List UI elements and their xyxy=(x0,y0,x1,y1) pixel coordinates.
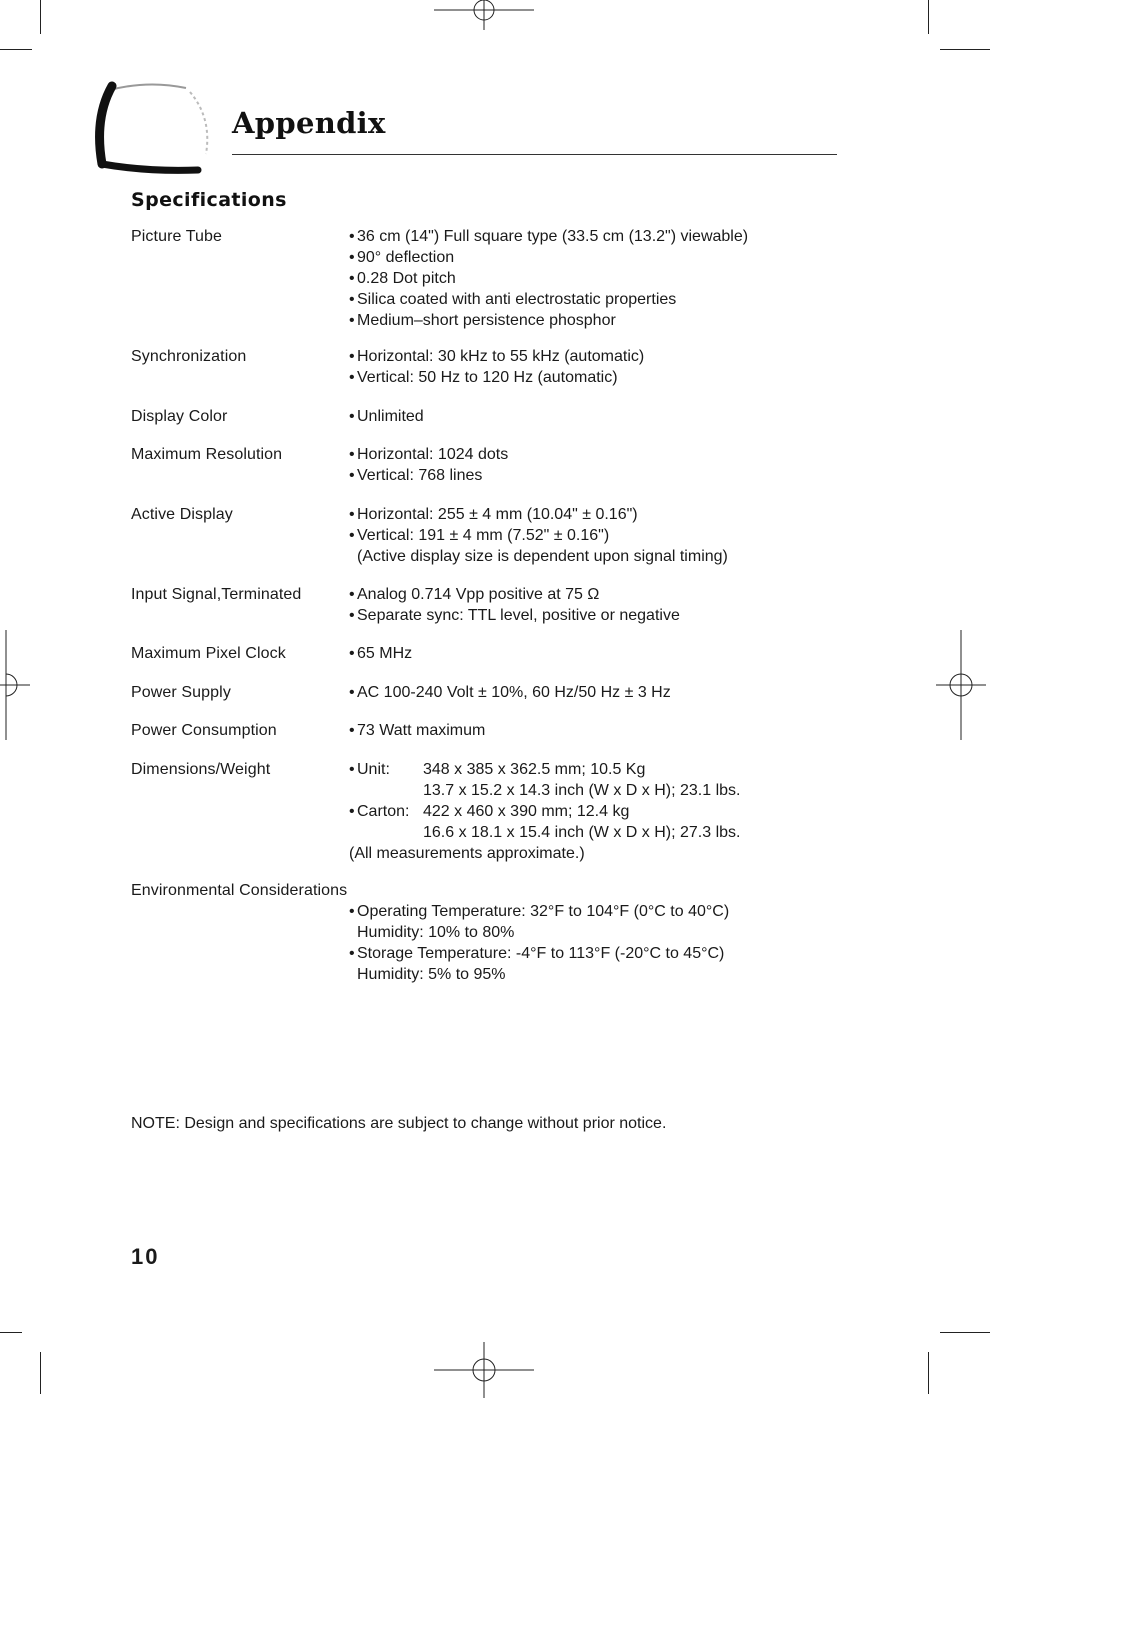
spec-value-line: • Horizontal: 30 kHz to 55 kHz (automatic) xyxy=(349,348,645,365)
bullet-icon: • xyxy=(349,312,355,329)
spec-value-line: • Vertical: 50 Hz to 120 Hz (automatic) xyxy=(349,369,618,386)
spec-label: Display Color xyxy=(131,408,228,425)
crop-mark xyxy=(940,49,990,50)
spec-values xyxy=(349,759,740,864)
spec-label: Environmental Considerations xyxy=(131,882,348,899)
spec-value-note: (Active display size is dependent upon signal timing) xyxy=(357,548,728,565)
dimension-unit-row xyxy=(349,759,740,780)
dimension-footnote: (All measurements approximate.) xyxy=(349,845,585,862)
bullet-icon: • xyxy=(349,467,355,484)
spec-values xyxy=(349,901,729,985)
spec-label: Input Signal,Terminated xyxy=(131,586,302,603)
bullet-icon: • xyxy=(349,761,355,778)
dimension-unit-imperial: 13.7 x 15.2 x 14.3 inch (W x D x H); 23.1 lbs. xyxy=(423,782,741,799)
spec-label: Picture Tube xyxy=(131,228,223,245)
bullet-icon: • xyxy=(349,446,355,463)
bullet-icon: • xyxy=(349,684,355,701)
bullet-icon: • xyxy=(349,722,355,739)
dimension-carton-key: Carton: xyxy=(357,803,410,820)
title-rule xyxy=(232,154,837,155)
dimension-carton-imperial: 16.6 x 18.1 x 15.4 inch (W x D x H); 27.3 lbs. xyxy=(423,824,741,841)
spec-value-note: Humidity: 10% to 80% xyxy=(357,924,515,941)
spec-value-line: • 73 Watt maximum xyxy=(349,722,486,739)
bullet-icon: • xyxy=(349,903,355,920)
spec-value-line: • Horizontal: 1024 dots xyxy=(349,446,509,463)
footer-note: NOTE: Design and specifications are subject to change without prior notice. xyxy=(131,1115,667,1132)
crop-mark xyxy=(928,0,929,34)
bullet-icon: • xyxy=(349,607,355,624)
crop-mark xyxy=(0,1332,22,1333)
crop-mark xyxy=(40,0,41,34)
spec-value-line: • 0.28 Dot pitch xyxy=(349,270,456,287)
spec-values xyxy=(349,444,508,486)
spec-value-line: • Analog 0.714 Vpp positive at 75 Ω xyxy=(349,586,600,603)
dimension-unit-metric: 348 x 385 x 362.5 mm; 10.5 Kg xyxy=(423,761,646,778)
spec-value-line: • Horizontal: 255 ± 4 mm (10.04" ± 0.16") xyxy=(349,506,638,523)
bullet-icon: • xyxy=(349,645,355,662)
spec-label: Dimensions/Weight xyxy=(131,761,271,778)
spec-values xyxy=(349,226,748,331)
spec-value-line: • Vertical: 191 ± 4 mm (7.52" ± 0.16") xyxy=(349,527,610,544)
dimension-carton-metric: 422 x 460 x 390 mm; 12.4 kg xyxy=(423,803,630,820)
section-title: Specifications xyxy=(131,189,287,211)
bullet-icon: • xyxy=(349,249,355,266)
spec-value-line: • AC 100-240 Volt ± 10%, 60 Hz/50 Hz ± 3 Hz xyxy=(349,684,671,701)
bullet-icon: • xyxy=(349,270,355,287)
spec-values xyxy=(349,504,728,567)
dimension-unit-imperial-row xyxy=(349,780,740,801)
dimension-carton-imperial-row xyxy=(349,822,740,843)
page-title: Appendix xyxy=(232,106,386,140)
spec-label: Active Display xyxy=(131,506,233,523)
spec-values xyxy=(349,682,671,703)
spec-value-line: • Medium–short persistence phosphor xyxy=(349,312,616,329)
spec-value-line: • 90° deflection xyxy=(349,249,455,266)
bullet-icon: • xyxy=(349,527,355,544)
spec-value-line: • Storage Temperature: -4°F to 113°F (-20°C to 45°C) xyxy=(349,945,725,962)
spec-values xyxy=(349,720,485,741)
spec-value-line: • Unlimited xyxy=(349,408,424,425)
crop-mark xyxy=(40,1352,41,1394)
spec-values xyxy=(349,346,644,388)
spec-values xyxy=(349,406,424,427)
spec-value-line: • Silica coated with anti electrostatic properties xyxy=(349,291,677,308)
dimension-carton-row xyxy=(349,801,740,822)
spec-value-line: • Vertical: 768 lines xyxy=(349,467,483,484)
bullet-icon: • xyxy=(349,945,355,962)
bullet-icon: • xyxy=(349,369,355,386)
spec-value-line: • Separate sync: TTL level, positive or negative xyxy=(349,607,680,624)
crop-mark xyxy=(0,49,32,50)
bullet-icon: • xyxy=(349,803,355,820)
registration-mark-icon xyxy=(434,1342,534,1398)
registration-mark-icon xyxy=(434,0,534,30)
bullet-icon: • xyxy=(349,408,355,425)
spec-label: Maximum Pixel Clock xyxy=(131,645,286,662)
spec-label: Power Consumption xyxy=(131,722,277,739)
spec-label: Synchronization xyxy=(131,348,247,365)
registration-mark-icon xyxy=(0,630,30,740)
spec-value-line: • 65 MHz xyxy=(349,645,413,662)
spec-label: Maximum Resolution xyxy=(131,446,283,463)
crop-mark xyxy=(928,1352,929,1394)
spec-value-line: • 36 cm (14") Full square type (33.5 cm (13.2") viewable) xyxy=(349,228,749,245)
spec-values xyxy=(349,584,680,626)
bullet-icon: • xyxy=(349,348,355,365)
bullet-icon: • xyxy=(349,291,355,308)
bullet-icon: • xyxy=(349,506,355,523)
bullet-icon: • xyxy=(349,228,355,245)
registration-mark-icon xyxy=(936,630,986,740)
spec-label: Power Supply xyxy=(131,684,231,701)
crop-mark xyxy=(940,1332,990,1333)
page-number: 10 xyxy=(131,1244,160,1269)
dimension-unit-key: Unit: xyxy=(357,761,390,778)
bullet-icon: • xyxy=(349,586,355,603)
spec-value-line: • Operating Temperature: 32°F to 104°F (0°C to 40°C) xyxy=(349,903,730,920)
spec-values xyxy=(349,643,412,664)
spec-value-note: Humidity: 5% to 95% xyxy=(357,966,506,983)
monitor-outline-logo xyxy=(88,78,218,178)
